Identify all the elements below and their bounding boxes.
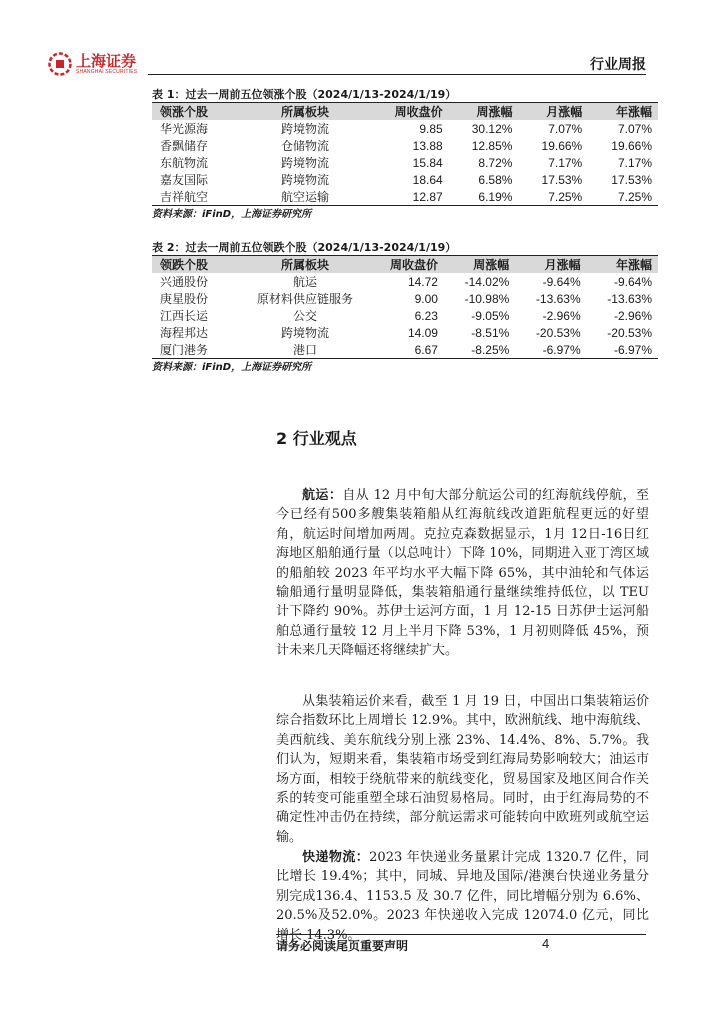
sector: 跨境物流 bbox=[280, 173, 329, 187]
company-logo-icon bbox=[48, 52, 72, 76]
company-logo bbox=[48, 52, 137, 76]
yearly-change: -6.97% bbox=[613, 342, 652, 357]
paragraph-body: 2023 年快递业务量累计完成 1320.7 亿件，同比增长 19.4%；其中，同城、异地及国际/港澳台快递业务量分别完成136.4、1153.5 及 30.7 亿件，同比增幅分别为 6.6%、20.5%及52.0%。2023 年快递收入完成 12074.0 亿元，同比增长 14.3%。 bbox=[276, 850, 649, 943]
table-row bbox=[152, 341, 658, 359]
stock-name: 华光源海 bbox=[160, 122, 209, 136]
paragraph-express-logistics bbox=[276, 848, 649, 945]
column-header: 领跌个股 bbox=[152, 256, 242, 274]
stock-name: 东航物流 bbox=[160, 156, 209, 170]
sector: 跨境物流 bbox=[280, 156, 329, 170]
table1-caption: 表 1：过去一周前五位领涨个股（2024/1/13-2024/1/19） bbox=[152, 88, 457, 101]
yearly-change: 17.53% bbox=[611, 172, 652, 187]
footer-divider bbox=[276, 934, 646, 935]
sector: 跨境物流 bbox=[280, 122, 329, 136]
stock-name: 嘉友国际 bbox=[160, 173, 209, 187]
table-row bbox=[152, 120, 658, 137]
weekly-change: -8.25% bbox=[471, 342, 510, 357]
monthly-change: 19.66% bbox=[541, 138, 583, 153]
monthly-change: 7.17% bbox=[548, 155, 583, 170]
weekly-change: 6.19% bbox=[478, 189, 513, 204]
table-header-row bbox=[152, 103, 658, 121]
column-header: 年涨幅 bbox=[587, 256, 658, 274]
close-price: 9.00 bbox=[414, 291, 438, 306]
monthly-change: 7.25% bbox=[548, 189, 583, 204]
table1-source: 资料来源：iFinD，上海证券研究所 bbox=[152, 209, 312, 220]
monthly-change: 17.53% bbox=[541, 172, 583, 187]
monthly-change: -20.53% bbox=[535, 325, 581, 340]
table-header-row bbox=[152, 256, 658, 274]
stock-name: 香飘储存 bbox=[160, 139, 209, 153]
table-row bbox=[152, 307, 658, 324]
weekly-change: -8.51% bbox=[471, 325, 510, 340]
column-header: 月涨幅 bbox=[518, 103, 588, 121]
yearly-change: 7.25% bbox=[617, 189, 652, 204]
stock-name: 吉祥航空 bbox=[160, 190, 209, 204]
close-price: 15.84 bbox=[412, 155, 443, 170]
weekly-change: 8.72% bbox=[478, 155, 513, 170]
sector: 跨境物流 bbox=[280, 326, 329, 340]
page-number: 4 bbox=[542, 936, 550, 951]
section-title: 2 行业观点 bbox=[276, 429, 357, 448]
table-row bbox=[152, 273, 658, 290]
yearly-change: -13.63% bbox=[607, 291, 652, 306]
footer-disclaimer: 请务必阅读尾页重要声明 bbox=[276, 939, 409, 953]
paragraph-shipping bbox=[276, 486, 649, 661]
yearly-change: -9.64% bbox=[613, 274, 652, 289]
column-header: 周涨幅 bbox=[444, 256, 515, 274]
close-price: 14.72 bbox=[407, 274, 438, 289]
sector: 公交 bbox=[292, 309, 317, 323]
monthly-change: 7.07% bbox=[548, 121, 583, 136]
stock-name: 海程邦达 bbox=[160, 326, 209, 340]
monthly-change: -13.63% bbox=[535, 291, 581, 306]
losers-table bbox=[152, 255, 658, 359]
table-row bbox=[152, 154, 658, 171]
yearly-change: 19.66% bbox=[611, 138, 652, 153]
yearly-change: 7.17% bbox=[617, 155, 652, 170]
yearly-change: -20.53% bbox=[607, 325, 652, 340]
column-header: 领涨个股 bbox=[152, 103, 242, 121]
table2-source: 资料来源：iFinD，上海证券研究所 bbox=[152, 362, 312, 373]
table-row bbox=[152, 171, 658, 188]
column-header: 所属板块 bbox=[242, 103, 368, 121]
stock-name: 厦门港务 bbox=[160, 343, 209, 357]
stock-name: 江西长运 bbox=[160, 309, 209, 323]
table-row bbox=[152, 188, 658, 206]
paragraph-container-freight bbox=[276, 692, 649, 847]
weekly-change: 30.12% bbox=[471, 121, 513, 136]
close-price: 12.87 bbox=[412, 189, 443, 204]
table-row bbox=[152, 137, 658, 154]
weekly-change: -9.05% bbox=[471, 308, 510, 323]
gainers-table bbox=[152, 102, 658, 206]
column-header: 所属板块 bbox=[242, 256, 368, 274]
close-price: 9.85 bbox=[419, 121, 443, 136]
table-row bbox=[152, 290, 658, 307]
weekly-change: 12.85% bbox=[471, 138, 513, 153]
column-header: 周收盘价 bbox=[368, 256, 444, 274]
close-price: 6.23 bbox=[414, 308, 438, 323]
table-row bbox=[152, 324, 658, 341]
weekly-change: 6.58% bbox=[478, 172, 513, 187]
sector: 港口 bbox=[292, 343, 317, 357]
monthly-change: -2.96% bbox=[542, 308, 581, 323]
column-header: 周涨幅 bbox=[449, 103, 519, 121]
logo-name-en: SHANGHAI SECURITIES bbox=[76, 69, 138, 75]
sector: 航空运输 bbox=[280, 190, 329, 204]
paragraph-lead: 快递物流： bbox=[302, 850, 370, 865]
sector: 仓储物流 bbox=[280, 139, 329, 153]
table2-caption: 表 2：过去一周前五位领跌个股（2024/1/13-2024/1/19） bbox=[152, 241, 457, 254]
stock-name: 兴通股份 bbox=[160, 275, 209, 289]
yearly-change: -2.96% bbox=[613, 308, 652, 323]
sector: 航运 bbox=[292, 275, 317, 289]
close-price: 6.67 bbox=[414, 342, 438, 357]
monthly-change: -6.97% bbox=[542, 342, 581, 357]
paragraph-body: 从集装箱运价来看，截至 1 月 19 日，中国出口集装箱运价综合指数环比上周增长 12.9%。其中，欧洲航线、地中海航线、美西航线、美东航线分别上涨 23%、14.4%、8%、5.7%。我们认为，短期来看，集装箱市场受到红海局势影响较大；油运市场方面，相较于绕航带来的航线变化，贸易国家及地区间合作关系的转变可能重塑全球石油贸易格局。同时，由于红海局势的不确定性冲击仍在持续，部分航运需求可能转向中欧班列或航空运输。 bbox=[276, 694, 649, 845]
stock-name: 庚星股份 bbox=[160, 292, 209, 306]
logo-name-cn: 上海证券 bbox=[76, 52, 137, 70]
close-price: 13.88 bbox=[412, 138, 443, 153]
close-price: 14.09 bbox=[407, 325, 438, 340]
header-divider bbox=[148, 74, 646, 75]
weekly-change: -14.02% bbox=[464, 274, 510, 289]
column-header: 年涨幅 bbox=[588, 103, 658, 121]
sector: 原材料供应链服务 bbox=[256, 292, 353, 306]
weekly-change: -10.98% bbox=[464, 291, 510, 306]
paragraph-body: 自从 12 月中旬大部分航运公司的红海航线停航，至今已经有500多艘集装箱船从红海航线改道距航程更远的好望角，航运时间增加两周。克拉克森数据显示，1月 12日-16日红海地区船舶通行量（以总吨计）下降 10%，同期进入亚丁湾区域的船舶较 2023 年平均水平大幅下降 65%，其中油轮和气体运输船通行量明显降低，集装箱船通行量继续维持低位，以 TEU 计下降约 90%。苏伊士运河方面，1 月 12-15 日苏伊士运河船舶总通行量较 12 月上半月下降 53%，1 月初则降低 45%，预计未来几天降幅还将继续扩大。 bbox=[276, 488, 649, 659]
monthly-change: -9.64% bbox=[542, 274, 581, 289]
column-header: 月涨幅 bbox=[515, 256, 586, 274]
close-price: 18.64 bbox=[412, 172, 443, 187]
paragraph-lead: 航运： bbox=[302, 488, 343, 503]
report-type: 行业周报 bbox=[590, 57, 646, 73]
column-header: 周收盘价 bbox=[368, 103, 449, 121]
yearly-change: 7.07% bbox=[617, 121, 652, 136]
